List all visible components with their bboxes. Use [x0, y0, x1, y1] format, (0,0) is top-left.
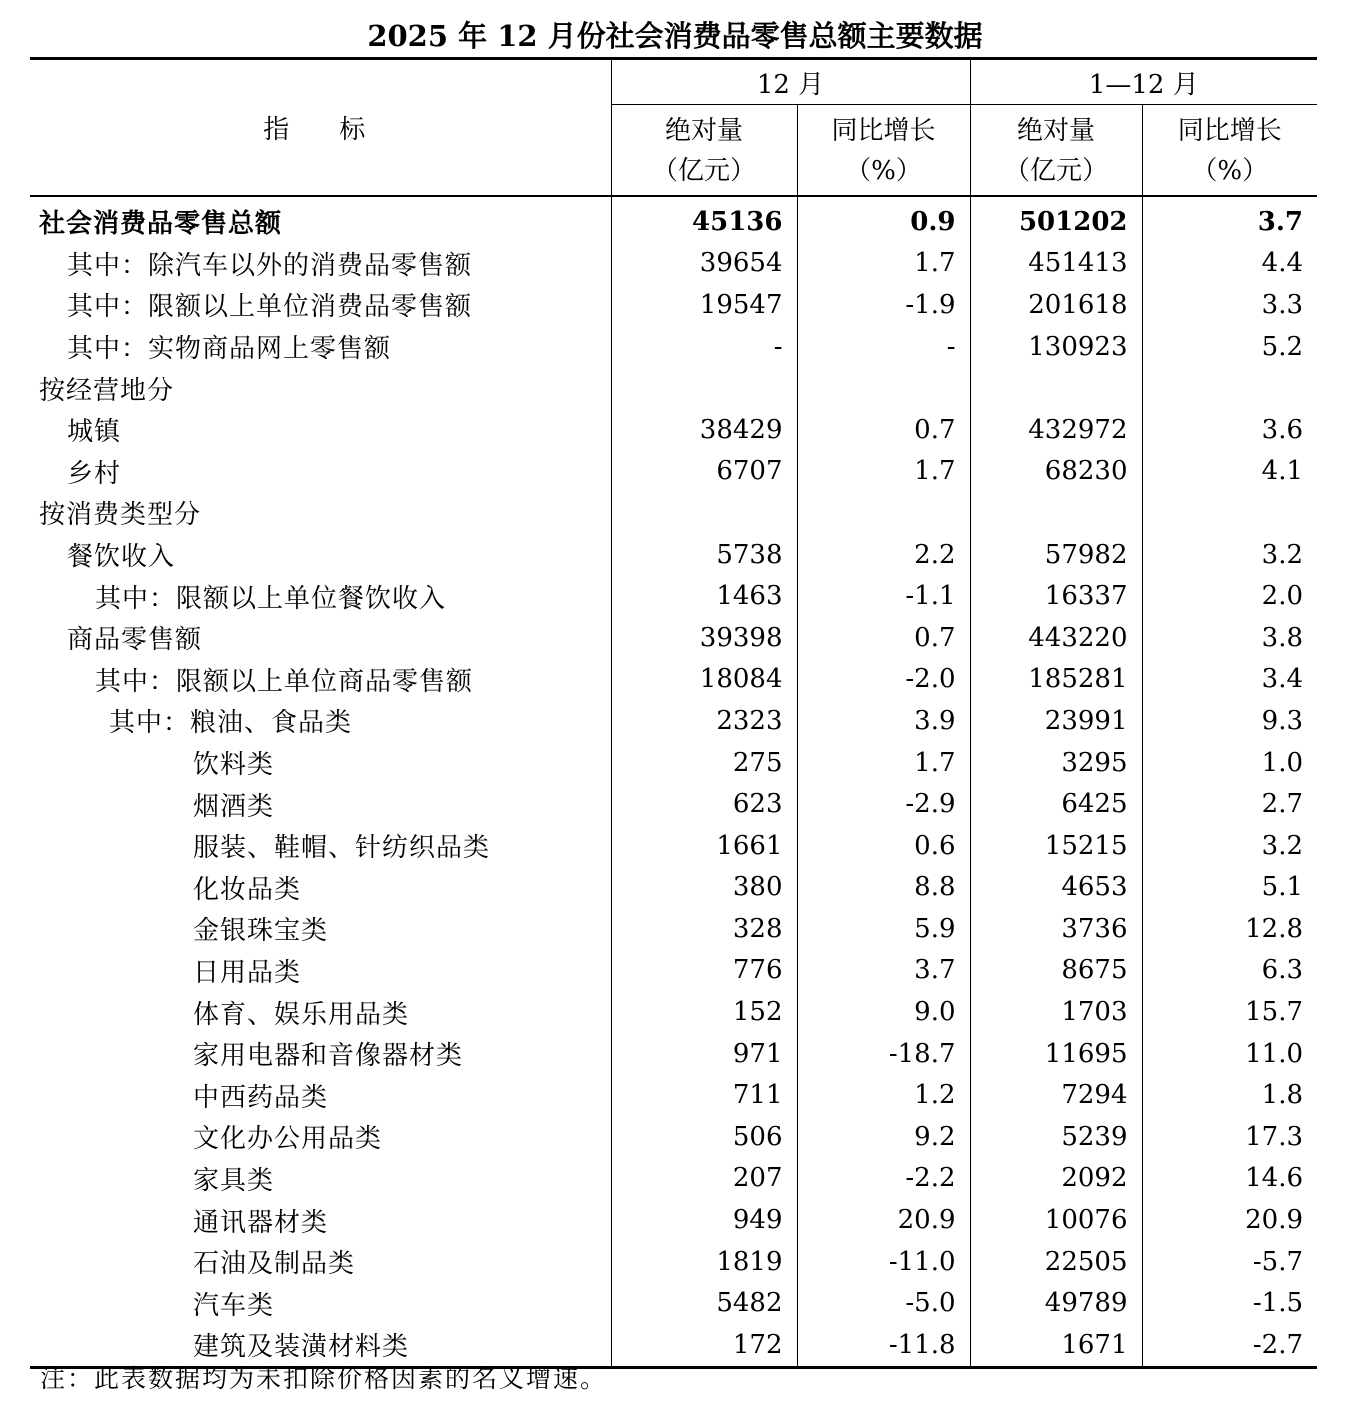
- cell-ytd-yoy: 1.8: [1142, 1074, 1317, 1116]
- table-body: [30, 196, 1317, 1367]
- row-label: 通讯器材类: [193, 1207, 329, 1238]
- cell-dec-yoy: -1.9: [797, 284, 970, 326]
- retail-sales-table: [30, 57, 1317, 1369]
- cell-dec-yoy: -: [797, 326, 970, 368]
- row-label: 化妆品类: [193, 874, 302, 905]
- cell-dec-yoy: 0.6: [797, 825, 970, 867]
- table-row: [30, 1282, 1317, 1324]
- cell-ytd-yoy: 6.3: [1142, 950, 1317, 992]
- row-label: 按经营地分: [39, 375, 175, 406]
- table-row: [30, 867, 1317, 909]
- dec-abs-header: 绝对量 （亿元）: [611, 105, 797, 197]
- row-label: 中西药品类: [193, 1082, 329, 1113]
- cell-dec-yoy: -11.8: [797, 1324, 970, 1367]
- row-label: 家具类: [193, 1165, 275, 1196]
- cell-ytd-yoy: -2.7: [1142, 1324, 1317, 1367]
- cell-dec-abs: 45136: [611, 196, 797, 243]
- row-label: 文化办公用品类: [193, 1124, 383, 1155]
- row-label: 体育、娱乐用品类: [193, 999, 410, 1030]
- cell-dec-abs: 971: [611, 1033, 797, 1075]
- page-title: 2025 年 12 月份社会消费品零售总额主要数据: [367, 19, 983, 53]
- cell-dec-abs: 6707: [611, 451, 797, 493]
- table-row: [30, 534, 1317, 576]
- table-row: [30, 991, 1317, 1033]
- cell-dec-abs: 1661: [611, 825, 797, 867]
- table-row: [30, 1199, 1317, 1241]
- cell-ytd-abs: 1671: [970, 1324, 1142, 1367]
- cell-ytd-abs: 8675: [970, 950, 1142, 992]
- cell-ytd-abs: 2092: [970, 1158, 1142, 1200]
- cell-dec-abs: 949: [611, 1199, 797, 1241]
- table-row: [30, 617, 1317, 659]
- cell-dec-yoy: 1.7: [797, 742, 970, 784]
- cell-dec-abs: 152: [611, 991, 797, 1033]
- cell-ytd-yoy: 5.2: [1142, 326, 1317, 368]
- cell-ytd-abs: 7294: [970, 1074, 1142, 1116]
- row-label: 金银珠宝类: [193, 916, 329, 947]
- ytd-abs-header: 绝对量 （亿元）: [970, 105, 1142, 197]
- table-row: [30, 1158, 1317, 1200]
- cell-ytd-yoy: 17.3: [1142, 1116, 1317, 1158]
- cell-dec-abs: [611, 492, 797, 534]
- row-label: 其中：粮油、食品类: [109, 708, 353, 739]
- cell-ytd-yoy: 3.8: [1142, 617, 1317, 659]
- row-label: 饮料类: [193, 750, 275, 781]
- cell-dec-yoy: -5.0: [797, 1282, 970, 1324]
- indicator-header: 指 标: [30, 59, 611, 197]
- table-row: [30, 367, 1317, 409]
- cell-dec-abs: 18084: [611, 659, 797, 701]
- cell-dec-abs: 19547: [611, 284, 797, 326]
- cell-dec-yoy: 8.8: [797, 867, 970, 909]
- cell-dec-abs: -: [611, 326, 797, 368]
- table-row: [30, 326, 1317, 368]
- footnote: 注：此表数据均为未扣除价格因素的名义增速。: [40, 1364, 608, 1393]
- cell-ytd-abs: 15215: [970, 825, 1142, 867]
- cell-dec-abs: 623: [611, 783, 797, 825]
- table-row: [30, 950, 1317, 992]
- cell-dec-yoy: 1.7: [797, 243, 970, 285]
- row-label: 石油及制品类: [193, 1249, 356, 1280]
- row-label: 餐饮收入: [67, 542, 176, 573]
- cell-dec-yoy: 20.9: [797, 1199, 970, 1241]
- cell-ytd-abs: 130923: [970, 326, 1142, 368]
- cell-ytd-yoy: 12.8: [1142, 908, 1317, 950]
- row-label: 城镇: [67, 417, 122, 448]
- cell-dec-abs: 1819: [611, 1241, 797, 1283]
- cell-dec-abs: 38429: [611, 409, 797, 451]
- cell-dec-yoy: 0.9: [797, 196, 970, 243]
- cell-ytd-abs: 501202: [970, 196, 1142, 243]
- cell-dec-yoy: -2.9: [797, 783, 970, 825]
- cell-ytd-abs: 3295: [970, 742, 1142, 784]
- cell-ytd-abs: 68230: [970, 451, 1142, 493]
- cell-ytd-yoy: 11.0: [1142, 1033, 1317, 1075]
- cell-dec-yoy: 1.2: [797, 1074, 970, 1116]
- table-row: [30, 196, 1317, 243]
- cell-ytd-abs: 49789: [970, 1282, 1142, 1324]
- cell-dec-abs: 776: [611, 950, 797, 992]
- cell-ytd-abs: 6425: [970, 783, 1142, 825]
- table-row: [30, 742, 1317, 784]
- cell-ytd-abs: 201618: [970, 284, 1142, 326]
- cell-ytd-abs: [970, 367, 1142, 409]
- cell-dec-abs: 506: [611, 1116, 797, 1158]
- cell-ytd-yoy: [1142, 492, 1317, 534]
- cell-dec-yoy: 3.7: [797, 950, 970, 992]
- cell-ytd-yoy: -1.5: [1142, 1282, 1317, 1324]
- table-row: [30, 575, 1317, 617]
- cell-ytd-yoy: 4.1: [1142, 451, 1317, 493]
- cell-dec-abs: 39398: [611, 617, 797, 659]
- cell-dec-abs: 711: [611, 1074, 797, 1116]
- cell-ytd-yoy: 3.2: [1142, 534, 1317, 576]
- table-row: [30, 1074, 1317, 1116]
- cell-dec-yoy: -11.0: [797, 1241, 970, 1283]
- cell-ytd-yoy: 14.6: [1142, 1158, 1317, 1200]
- cell-ytd-yoy: 5.1: [1142, 867, 1317, 909]
- cell-ytd-yoy: -5.7: [1142, 1241, 1317, 1283]
- cell-ytd-abs: 3736: [970, 908, 1142, 950]
- jan-dec-header: 1—12 月: [970, 59, 1317, 105]
- december-header: 12 月: [611, 59, 970, 105]
- cell-dec-yoy: 0.7: [797, 409, 970, 451]
- row-label: 服装、鞋帽、针纺织品类: [193, 833, 491, 864]
- cell-ytd-yoy: 3.6: [1142, 409, 1317, 451]
- row-label: 其中：限额以上单位餐饮收入: [95, 583, 447, 614]
- cell-dec-abs: 380: [611, 867, 797, 909]
- cell-dec-abs: 275: [611, 742, 797, 784]
- table-row: [30, 783, 1317, 825]
- row-label: 建筑及装潢材料类: [193, 1332, 410, 1363]
- cell-ytd-yoy: 3.3: [1142, 284, 1317, 326]
- cell-dec-yoy: [797, 492, 970, 534]
- cell-dec-abs: 5482: [611, 1282, 797, 1324]
- cell-ytd-abs: 451413: [970, 243, 1142, 285]
- cell-ytd-abs: 5239: [970, 1116, 1142, 1158]
- table-row: [30, 409, 1317, 451]
- cell-ytd-yoy: 1.0: [1142, 742, 1317, 784]
- table-row: [30, 825, 1317, 867]
- table-row: [30, 1324, 1317, 1367]
- row-label: 社会消费品零售总额: [39, 209, 283, 240]
- dec-yoy-header: 同比增长 （%）: [797, 105, 970, 197]
- table-row: [30, 243, 1317, 285]
- table-row: [30, 1116, 1317, 1158]
- row-label: 烟酒类: [193, 791, 275, 822]
- row-label: 其中：除汽车以外的消费品零售额: [67, 250, 473, 281]
- table-row: [30, 1033, 1317, 1075]
- cell-ytd-abs: [970, 492, 1142, 534]
- cell-ytd-abs: 23991: [970, 700, 1142, 742]
- cell-ytd-abs: 4653: [970, 867, 1142, 909]
- row-label: 其中：实物商品网上零售额: [67, 334, 392, 365]
- cell-dec-abs: 207: [611, 1158, 797, 1200]
- cell-ytd-yoy: 9.3: [1142, 700, 1317, 742]
- cell-dec-abs: 1463: [611, 575, 797, 617]
- cell-ytd-yoy: 3.7: [1142, 196, 1317, 243]
- cell-dec-yoy: 1.7: [797, 451, 970, 493]
- cell-ytd-yoy: 2.7: [1142, 783, 1317, 825]
- cell-dec-yoy: 9.2: [797, 1116, 970, 1158]
- cell-dec-yoy: -2.0: [797, 659, 970, 701]
- cell-ytd-abs: 432972: [970, 409, 1142, 451]
- cell-dec-yoy: -1.1: [797, 575, 970, 617]
- row-label: 其中：限额以上单位商品零售额: [95, 666, 474, 697]
- cell-dec-yoy: [797, 367, 970, 409]
- cell-ytd-abs: 443220: [970, 617, 1142, 659]
- cell-ytd-abs: 22505: [970, 1241, 1142, 1283]
- cell-dec-yoy: 9.0: [797, 991, 970, 1033]
- cell-dec-yoy: 2.2: [797, 534, 970, 576]
- table-row: [30, 700, 1317, 742]
- cell-ytd-abs: 57982: [970, 534, 1142, 576]
- row-label: 商品零售额: [67, 625, 203, 656]
- row-label: 其中：限额以上单位消费品零售额: [67, 292, 473, 323]
- row-label: 日用品类: [193, 957, 302, 988]
- cell-ytd-yoy: 3.4: [1142, 659, 1317, 701]
- row-label: 按消费类型分: [39, 500, 202, 531]
- cell-ytd-abs: 16337: [970, 575, 1142, 617]
- cell-ytd-yoy: 15.7: [1142, 991, 1317, 1033]
- cell-dec-yoy: -2.2: [797, 1158, 970, 1200]
- cell-ytd-abs: 11695: [970, 1033, 1142, 1075]
- cell-ytd-yoy: 20.9: [1142, 1199, 1317, 1241]
- table-row: [30, 492, 1317, 534]
- table-row: [30, 908, 1317, 950]
- table-row: [30, 284, 1317, 326]
- cell-ytd-yoy: [1142, 367, 1317, 409]
- cell-dec-yoy: 0.7: [797, 617, 970, 659]
- cell-ytd-abs: 185281: [970, 659, 1142, 701]
- row-label: 汽车类: [193, 1290, 275, 1321]
- cell-dec-abs: 5738: [611, 534, 797, 576]
- cell-ytd-yoy: 3.2: [1142, 825, 1317, 867]
- row-label: 乡村: [67, 458, 122, 489]
- table-row: [30, 451, 1317, 493]
- cell-dec-abs: 172: [611, 1324, 797, 1367]
- table-row: [30, 659, 1317, 701]
- cell-dec-yoy: -18.7: [797, 1033, 970, 1075]
- ytd-yoy-header: 同比增长 （%）: [1142, 105, 1317, 197]
- cell-ytd-abs: 1703: [970, 991, 1142, 1033]
- cell-dec-yoy: 3.9: [797, 700, 970, 742]
- cell-dec-yoy: 5.9: [797, 908, 970, 950]
- cell-ytd-yoy: 2.0: [1142, 575, 1317, 617]
- row-label: 家用电器和音像器材类: [193, 1041, 464, 1072]
- cell-dec-abs: 328: [611, 908, 797, 950]
- table-row: [30, 1241, 1317, 1283]
- cell-dec-abs: [611, 367, 797, 409]
- cell-ytd-yoy: 4.4: [1142, 243, 1317, 285]
- cell-dec-abs: 39654: [611, 243, 797, 285]
- cell-dec-abs: 2323: [611, 700, 797, 742]
- cell-ytd-abs: 10076: [970, 1199, 1142, 1241]
